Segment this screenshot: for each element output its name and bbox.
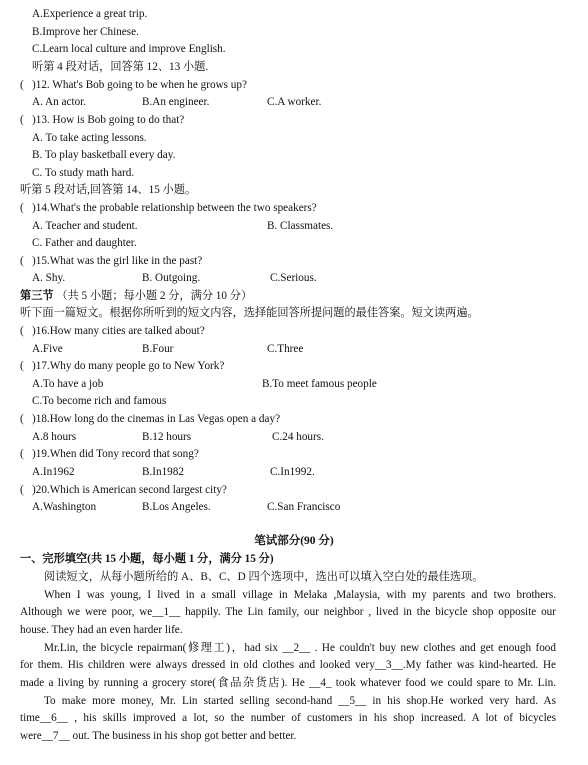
cloze-section-heading: 一、完形填空(共 15 小题，每小题 1 分，满分 15 分) (20, 553, 274, 565)
q12-option-b: B.An engineer. (142, 96, 210, 108)
section3-info: （共 5 小题；每小题 2 分，满分 10 分） (56, 290, 253, 302)
passage-line-4: Mr.Lin, the bicycle repairman(修理工)，had six __2__ . He couldn't buy new clothes and get enough food (44, 642, 556, 654)
q11-option-b: B.Improve her Chinese. (32, 26, 139, 38)
q16-question: )16.How many cities are talked about? (32, 325, 205, 337)
q18-option-a: A.8 hours (32, 431, 77, 443)
q13-option-b: B. To play basketball every day. (32, 149, 176, 161)
q17-answer-paren: ( (20, 360, 24, 372)
q14-answer-paren: ( (20, 202, 24, 214)
q18-option-b: B.12 hours (142, 431, 192, 443)
cloze-instruction: 阅读短文，从每小题所给的 A、B、C、D 四个选项中，选出可以填入空白处的最佳选项。 (44, 571, 484, 583)
section3-instruction: 听下面一篇短文。根据你所听到的短文内容，选择能回答所提问题的最佳答案。短文读两遍。 (20, 307, 479, 319)
q12-option-c: C.A worker. (267, 96, 322, 108)
passage-line-1: When I was young, I lived in a small village in Melaka ,Malaysia, with my parents and two brothers. (44, 589, 556, 601)
q20-option-c: C.San Francisco (267, 501, 341, 513)
q16-option-a: A.Five (32, 343, 63, 355)
passage-line-2: Although we were poor, we__1__ happily. The Lin family, our neighbor , lived in the bicycle shop opposite our (20, 606, 556, 618)
q15-answer-paren: ( (20, 255, 24, 267)
dialog4-instruction: 听第 4 段对话，回答第 12、13 小题. (32, 61, 209, 73)
q19-option-c: C.In1992. (270, 466, 315, 478)
q13-option-c: C. To study math hard. (32, 167, 135, 179)
q13-answer-paren: ( (20, 114, 24, 126)
q12-option-a: A. An actor. (32, 96, 87, 108)
q17-option-c: C.To become rich and famous (32, 395, 167, 407)
q17-question: )17.Why do many people go to New York? (32, 360, 225, 372)
q19-answer-paren: ( (20, 448, 24, 460)
q18-question: )18.How long do the cinemas in Las Vegas open a day? (32, 413, 281, 425)
q20-answer-paren: ( (20, 484, 24, 496)
q14-question: )14.What's the probable relationship between the two speakers? (32, 202, 317, 214)
q15-question: )15.What was the girl like in the past? (32, 255, 203, 267)
q15-option-b: B. Outgoing. (142, 272, 201, 284)
dialog5-instruction: 听第 5 段对话,回答第 14、15 小题。 (20, 184, 197, 196)
q15-option-c: C.Serious. (270, 272, 317, 284)
q19-option-b: B.In1982 (142, 466, 184, 478)
section3-header (20, 289, 252, 303)
q18-option-c: C.24 hours. (272, 431, 324, 443)
q16-option-c: C.Three (267, 343, 304, 355)
q14-option-a: A. Teacher and student. (32, 220, 138, 232)
q16-answer-paren: ( (20, 325, 24, 337)
passage-line-3: house. They had an even harder life. (20, 624, 183, 636)
q12-answer-paren: ( (20, 79, 24, 91)
q11-option-a: A.Experience a great trip. (32, 8, 148, 20)
q11-option-c: C.Learn local culture and improve English. (32, 43, 226, 55)
q18-answer-paren: ( (20, 413, 24, 425)
q20-option-b: B.Los Angeles. (142, 501, 211, 513)
section3-title: 第三节 (20, 290, 54, 302)
passage-line-8: time__6__ , his skills improved a lot, so the number of customers in his shop increased. A lot of bicycles (20, 712, 556, 724)
q15-option-a: A. Shy. (32, 272, 66, 284)
q14-option-c: C. Father and daughter. (32, 237, 137, 249)
q19-option-a: A.In1962 (32, 466, 75, 478)
q20-option-a: A.Washington (32, 501, 97, 513)
q13-question: )13. How is Bob going to do that? (32, 114, 185, 126)
q13-option-a: A. To take acting lessons. (32, 132, 147, 144)
q17-option-b: B.To meet famous people (262, 378, 377, 390)
written-part-title: 笔试部分(90 分) (254, 535, 334, 547)
q12-question: )12. What's Bob going to be when he grows up? (32, 79, 247, 91)
q14-option-b: B. Classmates. (267, 220, 334, 232)
q17-option-a: A.To have a job (32, 378, 104, 390)
passage-line-5: for them. His children were always dressed in old clothes and looked very__3__.My father was kind-hearted. He (20, 659, 556, 671)
q19-question: )19.When did Tony record that song? (32, 448, 199, 460)
passage-line-9: were__7__ out. The business in his shop got better and better. (20, 730, 297, 742)
q20-question: )20.Which is American second largest city? (32, 484, 227, 496)
q16-option-b: B.Four (142, 343, 174, 355)
passage-line-6: made a living by running a grocery store(食品杂货店). He __4_ took whatever food we could spare to Mr. Lin. (20, 677, 556, 689)
passage-line-7: To make more money, Mr. Lin started selling second-hand __5__ in his shop.He worked very hard. As (44, 695, 556, 707)
